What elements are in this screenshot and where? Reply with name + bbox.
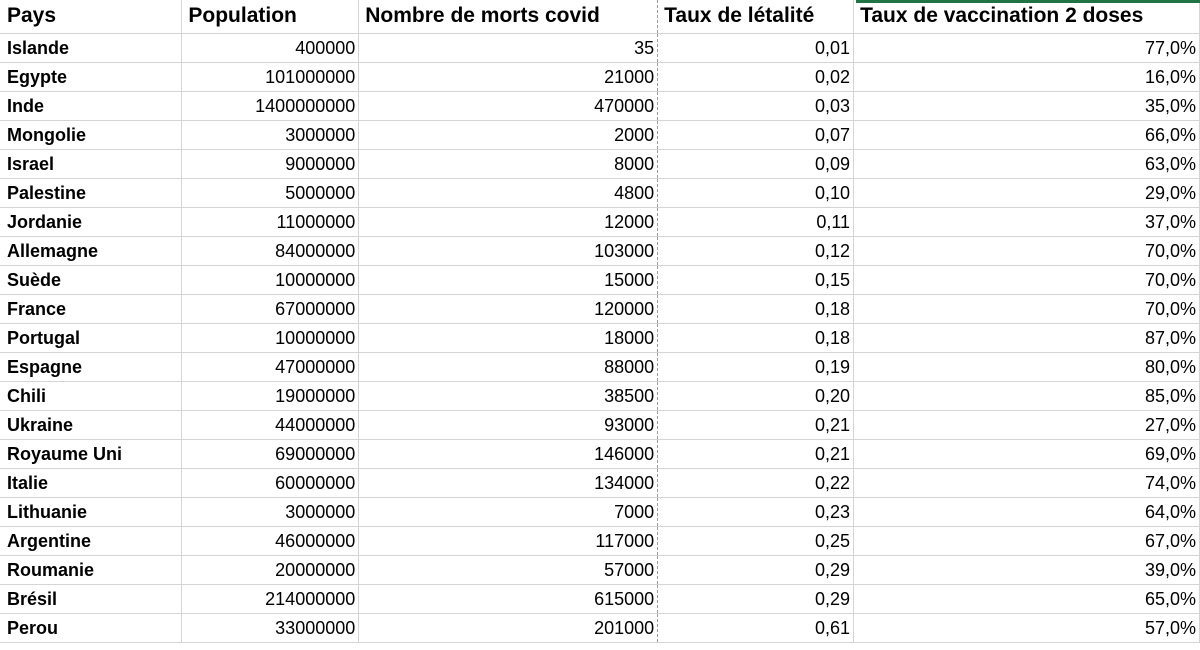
table-row <box>0 91 1200 120</box>
table-row <box>0 613 1200 642</box>
cell-vaccination[interactable]: 27,0% <box>854 410 1200 439</box>
cell-pays[interactable]: Argentine <box>0 526 182 555</box>
cell-pays[interactable]: Ukraine <box>0 410 182 439</box>
cell-population[interactable]: 69000000 <box>182 439 359 468</box>
table-row <box>0 149 1200 178</box>
cell-pays[interactable]: Chili <box>0 381 182 410</box>
cell-letalite[interactable]: 0,29 <box>658 584 854 613</box>
cell-pays[interactable]: Mongolie <box>0 120 182 149</box>
table-row <box>0 178 1200 207</box>
table-row <box>0 120 1200 149</box>
cell-population[interactable]: 33000000 <box>182 613 359 642</box>
cell-letalite[interactable]: 0,12 <box>658 236 854 265</box>
cell-vaccination[interactable]: 66,0% <box>854 120 1200 149</box>
header-row <box>0 0 1200 33</box>
cell-letalite[interactable]: 0,25 <box>658 526 854 555</box>
cell-population[interactable]: 67000000 <box>182 294 359 323</box>
cell-vaccination[interactable]: 70,0% <box>854 265 1200 294</box>
cell-morts[interactable]: 103000 <box>359 236 658 265</box>
table-row <box>0 468 1200 497</box>
cell-population[interactable]: 101000000 <box>182 62 359 91</box>
cell-letalite[interactable]: 0,02 <box>658 62 854 91</box>
cell-vaccination[interactable]: 80,0% <box>854 352 1200 381</box>
cell-vaccination[interactable]: 69,0% <box>854 439 1200 468</box>
cell-population[interactable]: 214000000 <box>182 584 359 613</box>
cell-population[interactable]: 9000000 <box>182 149 359 178</box>
cell-morts[interactable]: 470000 <box>359 91 658 120</box>
cell-letalite[interactable]: 0,19 <box>658 352 854 381</box>
cell-population[interactable]: 1400000000 <box>182 91 359 120</box>
cell-morts[interactable]: 4800 <box>359 178 658 207</box>
cell-morts[interactable]: 8000 <box>359 149 658 178</box>
header-cell-letalite[interactable]: Taux de létalité <box>658 0 854 33</box>
table-row <box>0 352 1200 381</box>
cell-letalite[interactable]: 0,10 <box>658 178 854 207</box>
cell-vaccination[interactable]: 85,0% <box>854 381 1200 410</box>
table-row <box>0 236 1200 265</box>
cell-population[interactable]: 47000000 <box>182 352 359 381</box>
cell-letalite[interactable]: 0,61 <box>658 613 854 642</box>
cell-morts[interactable]: 120000 <box>359 294 658 323</box>
cell-vaccination[interactable]: 63,0% <box>854 149 1200 178</box>
cell-morts[interactable]: 21000 <box>359 62 658 91</box>
cell-population[interactable]: 44000000 <box>182 410 359 439</box>
cell-morts[interactable]: 146000 <box>359 439 658 468</box>
cell-letalite[interactable]: 0,15 <box>658 265 854 294</box>
cell-pays[interactable]: Royaume Uni <box>0 439 182 468</box>
cell-population[interactable]: 84000000 <box>182 236 359 265</box>
cell-vaccination[interactable]: 70,0% <box>854 236 1200 265</box>
cell-vaccination[interactable]: 65,0% <box>854 584 1200 613</box>
table-row <box>0 33 1200 62</box>
cell-pays[interactable]: Espagne <box>0 352 182 381</box>
cell-population[interactable]: 46000000 <box>182 526 359 555</box>
cell-letalite[interactable]: 0,18 <box>658 294 854 323</box>
cell-letalite[interactable]: 0,07 <box>658 120 854 149</box>
table-row <box>0 381 1200 410</box>
cell-population[interactable]: 19000000 <box>182 381 359 410</box>
cell-pays[interactable]: Italie <box>0 468 182 497</box>
table-row <box>0 584 1200 613</box>
cell-vaccination[interactable]: 16,0% <box>854 62 1200 91</box>
cell-letalite[interactable]: 0,03 <box>658 91 854 120</box>
cell-pays[interactable]: Portugal <box>0 323 182 352</box>
cell-letalite[interactable]: 0,22 <box>658 468 854 497</box>
table-row <box>0 323 1200 352</box>
cell-selection-indicator <box>856 0 1200 3</box>
cell-vaccination[interactable]: 74,0% <box>854 468 1200 497</box>
cell-pays[interactable]: Brésil <box>0 584 182 613</box>
cell-pays[interactable]: Egypte <box>0 62 182 91</box>
cell-morts[interactable]: 117000 <box>359 526 658 555</box>
table-row <box>0 555 1200 584</box>
cell-morts[interactable]: 93000 <box>359 410 658 439</box>
cell-morts[interactable]: 38500 <box>359 381 658 410</box>
cell-pays[interactable]: Israel <box>0 149 182 178</box>
cell-population[interactable]: 20000000 <box>182 555 359 584</box>
table-row <box>0 207 1200 236</box>
cell-vaccination[interactable]: 77,0% <box>854 33 1200 62</box>
cell-population[interactable]: 400000 <box>182 33 359 62</box>
cell-vaccination[interactable]: 29,0% <box>854 178 1200 207</box>
cell-pays[interactable]: Inde <box>0 91 182 120</box>
cell-population[interactable]: 5000000 <box>182 178 359 207</box>
cell-pays[interactable]: Palestine <box>0 178 182 207</box>
cell-vaccination[interactable]: 87,0% <box>854 323 1200 352</box>
cell-morts[interactable]: 7000 <box>359 497 658 526</box>
header-cell-morts[interactable]: Nombre de morts covid <box>359 0 658 33</box>
header-cell-vaccination[interactable]: Taux de vaccination 2 doses <box>854 0 1200 33</box>
cell-morts[interactable]: 18000 <box>359 323 658 352</box>
cell-morts[interactable]: 88000 <box>359 352 658 381</box>
cell-letalite[interactable]: 0,21 <box>658 410 854 439</box>
cell-vaccination[interactable]: 37,0% <box>854 207 1200 236</box>
cell-vaccination[interactable]: 35,0% <box>854 91 1200 120</box>
cell-morts[interactable]: 12000 <box>359 207 658 236</box>
table-row <box>0 265 1200 294</box>
cell-pays[interactable]: Jordanie <box>0 207 182 236</box>
cell-letalite[interactable]: 0,21 <box>658 439 854 468</box>
header-cell-pays[interactable]: Pays <box>0 0 182 33</box>
header-cell-population[interactable]: Population <box>182 0 359 33</box>
cell-pays[interactable]: Islande <box>0 33 182 62</box>
cell-letalite[interactable]: 0,23 <box>658 497 854 526</box>
cell-vaccination[interactable]: 64,0% <box>854 497 1200 526</box>
cell-morts[interactable]: 57000 <box>359 555 658 584</box>
table-row <box>0 497 1200 526</box>
cell-letalite[interactable]: 0,11 <box>658 207 854 236</box>
table-row <box>0 410 1200 439</box>
cell-vaccination[interactable]: 67,0% <box>854 526 1200 555</box>
cell-vaccination[interactable]: 57,0% <box>854 613 1200 642</box>
cell-population[interactable]: 3000000 <box>182 497 359 526</box>
cell-morts[interactable]: 2000 <box>359 120 658 149</box>
cell-pays[interactable]: Suède <box>0 265 182 294</box>
cell-population[interactable]: 10000000 <box>182 265 359 294</box>
cell-letalite[interactable]: 0,18 <box>658 323 854 352</box>
cell-morts[interactable]: 201000 <box>359 613 658 642</box>
cell-vaccination[interactable]: 70,0% <box>854 294 1200 323</box>
cell-pays[interactable]: France <box>0 294 182 323</box>
table-row <box>0 62 1200 91</box>
table-row <box>0 294 1200 323</box>
cell-morts[interactable]: 15000 <box>359 265 658 294</box>
cell-population[interactable]: 10000000 <box>182 323 359 352</box>
cell-letalite[interactable]: 0,20 <box>658 381 854 410</box>
cell-morts[interactable]: 134000 <box>359 468 658 497</box>
cell-population[interactable]: 11000000 <box>182 207 359 236</box>
cell-letalite[interactable]: 0,09 <box>658 149 854 178</box>
cell-morts[interactable]: 35 <box>359 33 658 62</box>
cell-letalite[interactable]: 0,29 <box>658 555 854 584</box>
cell-pays[interactable]: Perou <box>0 613 182 642</box>
cell-pays[interactable]: Lithuanie <box>0 497 182 526</box>
table-row <box>0 526 1200 555</box>
cell-morts[interactable]: 615000 <box>359 584 658 613</box>
cell-pays[interactable]: Roumanie <box>0 555 182 584</box>
table-row <box>0 439 1200 468</box>
cell-population[interactable]: 60000000 <box>182 468 359 497</box>
cell-population[interactable]: 3000000 <box>182 120 359 149</box>
cell-vaccination[interactable]: 39,0% <box>854 555 1200 584</box>
cell-pays[interactable]: Allemagne <box>0 236 182 265</box>
cell-letalite[interactable]: 0,01 <box>658 33 854 62</box>
